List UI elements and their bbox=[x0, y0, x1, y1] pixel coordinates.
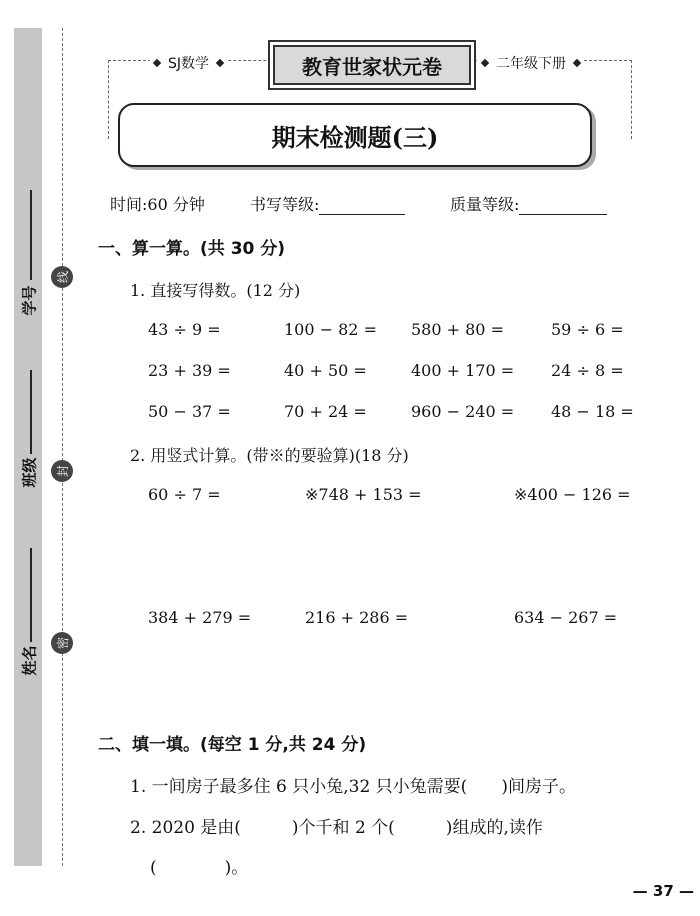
q1-r3-c4: 48 − 18 = bbox=[551, 402, 634, 421]
q1-r1-c2: 100 − 82 = bbox=[284, 320, 377, 339]
seal-seal-mark: 封 bbox=[51, 460, 73, 482]
seal-secret-mark: 密 bbox=[51, 632, 73, 654]
seal-line-mark: 线 bbox=[51, 266, 73, 288]
q1-r3-c2: 70 + 24 = bbox=[284, 402, 367, 421]
diamond-icon bbox=[216, 59, 224, 67]
quality-grade-label: 质量等级: bbox=[450, 195, 520, 214]
student-id-line bbox=[30, 190, 32, 280]
diamond-icon bbox=[573, 59, 581, 67]
exam-title: 期末检测题(三) bbox=[118, 103, 592, 167]
name-label: 姓名 bbox=[20, 645, 39, 676]
class-line bbox=[30, 370, 32, 454]
right-tag-text: 二年级下册 bbox=[492, 53, 570, 73]
q2-r2-c2: 216 + 286 = bbox=[305, 608, 409, 627]
q1-title: 1. 直接写得数。(12 分) bbox=[130, 281, 301, 300]
series-title: 教育世家状元卷 bbox=[268, 40, 476, 90]
q1-r1-c3: 580 + 80 = bbox=[411, 320, 504, 339]
q2-r2-c3: 634 − 267 = bbox=[514, 608, 618, 627]
q2-r1-c1: 60 ÷ 7 = bbox=[148, 485, 221, 504]
time-info: 时间:60 分钟 bbox=[110, 195, 205, 214]
left-tag bbox=[150, 53, 227, 73]
fill-item-2: 2. 2020 是由( )个千和 2 个( )组成的,读作 bbox=[130, 818, 543, 838]
q2-r1-c3: ※400 − 126 = bbox=[514, 485, 631, 504]
q2-r1-c2: ※748 + 153 = bbox=[305, 485, 422, 504]
left-tag-text: SJ数学 bbox=[164, 53, 213, 73]
q1-r2-c1: 23 + 39 = bbox=[148, 361, 231, 380]
name-line bbox=[30, 548, 32, 642]
quality-grade bbox=[450, 192, 607, 215]
q2-r2-c1: 384 + 279 = bbox=[148, 608, 252, 627]
q1-r3-c3: 960 − 240 = bbox=[411, 402, 515, 421]
section2-heading: 二、填一填。(每空 1 分,共 24 分) bbox=[98, 735, 367, 755]
quality-grade-field[interactable] bbox=[519, 196, 607, 215]
cut-line bbox=[62, 28, 63, 866]
writing-grade bbox=[250, 192, 405, 215]
class-label: 班级 bbox=[20, 457, 39, 488]
fill-item-2-continued: ( )。 bbox=[150, 858, 249, 878]
q1-r2-c4: 24 ÷ 8 = bbox=[551, 361, 624, 380]
writing-grade-field[interactable] bbox=[319, 196, 405, 215]
q1-r2-c3: 400 + 170 = bbox=[411, 361, 515, 380]
q1-r1-c4: 59 ÷ 6 = bbox=[551, 320, 624, 339]
q1-r2-c2: 40 + 50 = bbox=[284, 361, 367, 380]
diamond-icon bbox=[153, 59, 161, 67]
binding-strip bbox=[14, 28, 42, 866]
fill-item-1: 1. 一间房子最多住 6 只小兔,32 只小兔需要( )间房子。 bbox=[130, 777, 576, 797]
writing-grade-label: 书写等级: bbox=[250, 195, 320, 214]
q2-title: 2. 用竖式计算。(带※的要验算)(18 分) bbox=[130, 446, 409, 465]
student-id-label: 学号 bbox=[20, 285, 39, 316]
diamond-icon bbox=[481, 59, 489, 67]
page-number: — 37 — bbox=[632, 882, 694, 900]
q1-r1-c1: 43 ÷ 9 = bbox=[148, 320, 221, 339]
q1-r3-c1: 50 − 37 = bbox=[148, 402, 231, 421]
section1-heading: 一、算一算。(共 30 分) bbox=[98, 239, 286, 259]
right-tag bbox=[478, 53, 584, 73]
